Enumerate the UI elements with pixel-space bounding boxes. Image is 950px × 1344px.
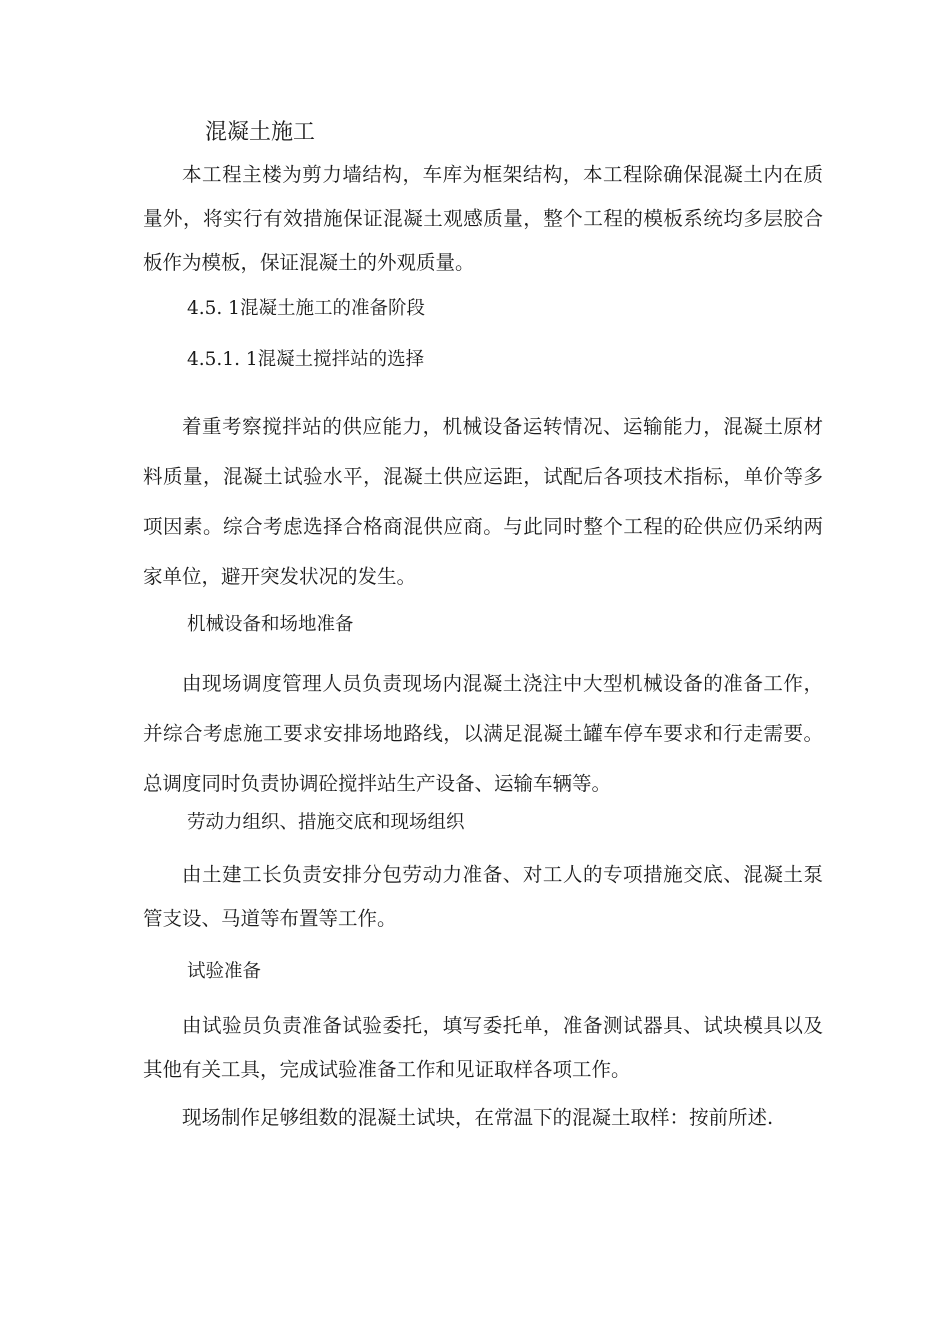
test-paragraph: 由试验员负责准备试验委托，填写委托单，准备测试器具、试块模具以及其他有关工具，完成试验准备工作和见证取样各项工作。 <box>143 1014 823 1081</box>
test-heading: 试验准备 <box>187 961 262 982</box>
section-heading-4-5-1-1: 4.5.1. 1混凝土搅拌站的选择 <box>187 349 425 370</box>
intro-paragraph: 本工程主楼为剪力墙结构，车库为框架结构，本工程除确保混凝土内在质量外，将实行有效措施保证混凝土观感质量，整个工程的模板系统均多层胶合板作为模板，保证混凝土的外观质量。 <box>143 163 823 274</box>
equipment-heading: 机械设备和场地准备 <box>187 614 354 635</box>
section-heading-4-5-1: 4.5. 1混凝土施工的准备阶段 <box>187 298 425 319</box>
labor-heading: 劳动力组织、措施交底和现场组织 <box>187 812 465 833</box>
labor-paragraph: 由土建工长负责安排分包劳动力准备、对工人的专项措施交底、混凝土泵管支设、马道等布置等工作。 <box>143 863 823 930</box>
sampling-paragraph: 现场制作足够组数的混凝土试块，在常温下的混凝土取样：按前所述. <box>182 1106 774 1129</box>
equipment-paragraph: 由现场调度管理人员负责现场内混凝土浇注中大型机械设备的准备工作，并综合考虑施工要求安排场地路线，以满足混凝土罐车停车要求和行走需要。总调度同时负责协调砼搅拌站生产设备、运输车辆等。 <box>143 672 823 795</box>
document-title: 混凝土施工 <box>205 120 316 145</box>
mixing-station-paragraph: 着重考察搅拌站的供应能力，机械设备运转情况、运输能力，混凝土原材料质量，混凝土试验水平，混凝土供应运距，试配后各项技术指标，单价等多项因素。综合考虑选择合格商混供应商。与此同时整个工程的砼供应仍采纳两家单位，避开突发状况的发生。 <box>143 415 823 588</box>
